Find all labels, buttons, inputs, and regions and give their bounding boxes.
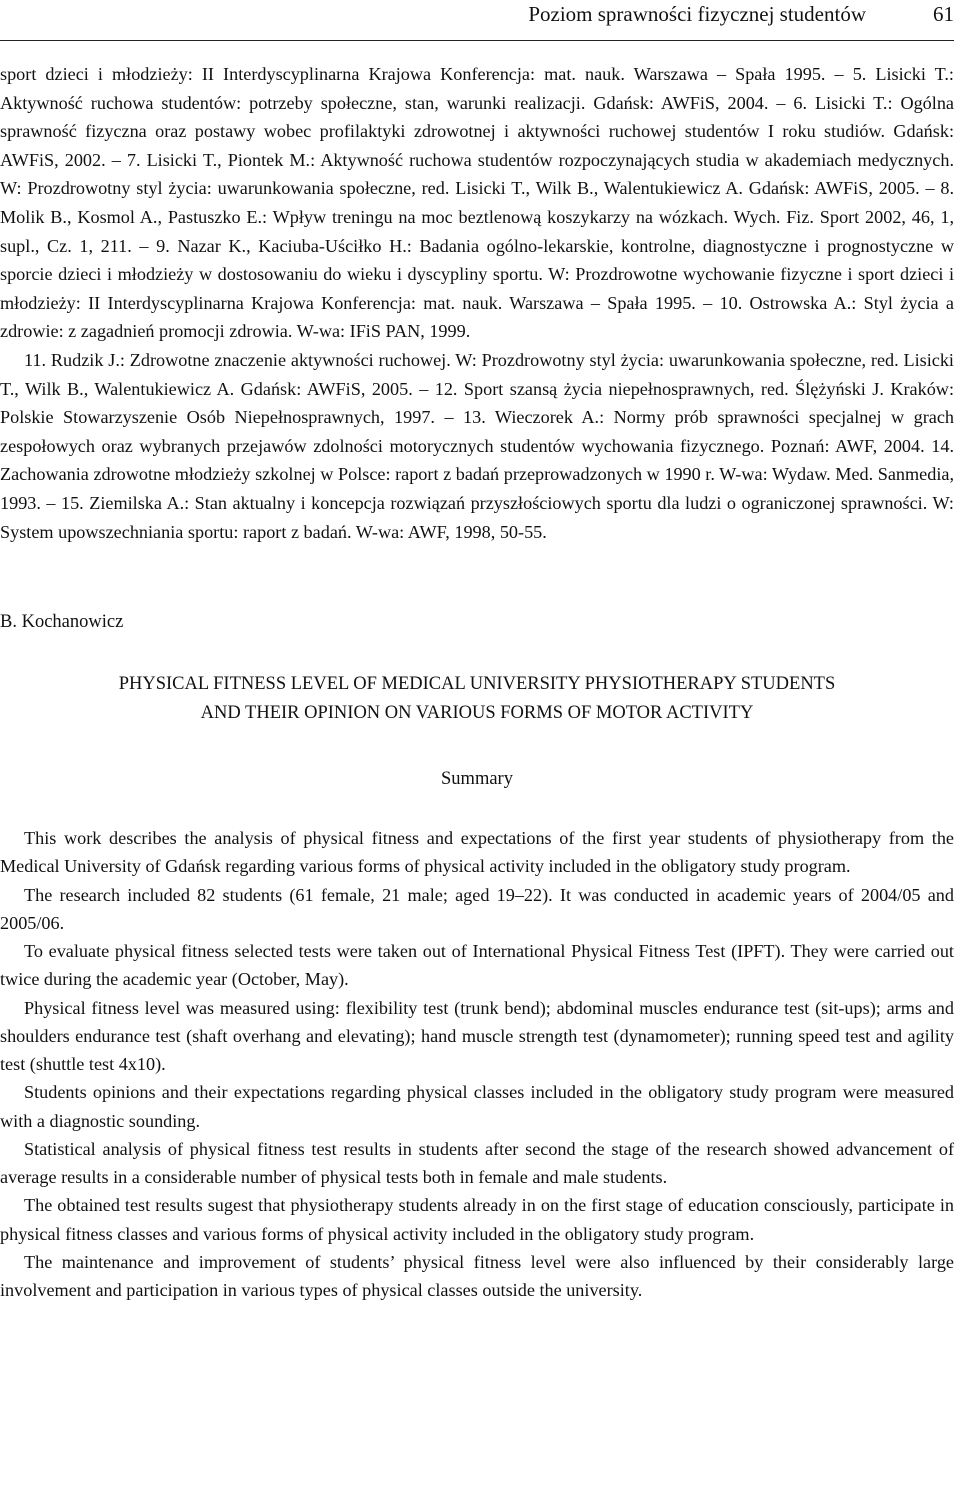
summary-heading: Summary xyxy=(441,769,513,790)
summary-paragraph: The maintenance and improvement of students’ physical fitness level were also influenced by their considerably large involvement and participation in various types of physical classes outside the university. xyxy=(0,1251,954,1301)
references-section xyxy=(0,60,954,546)
references-paragraph-2: 11. Rudzik J.: Zdrowotne znaczenie aktywności ruchowej. W: Prozdrowotny styl życia: uwarunkowania społeczne, red. Lisicki T., Wilk B., Walentukiewicz A. Gdańsk: AWFiS, 2005. – 12. Sport szansą życia niepełnosprawnych, red. Ślężyński J. Kraków: Polskie Stowarzyszenie Osób Niepełnosprawnych, 1997. – 13. Wieczorek A.: Normy prób sprawności specjalnej w grach zespołowych oraz wybranych przejawów zdolności motorycznych studentów wychowania fizycznego. Poznań: AWF, 2004. 14. Zachowania zdrowotne młodzieży szkolnej w Polsce: raport z badań przeprowadzonych w 1990 r. W-wa: Wydaw. Med. Sanmedia, 1993. – 15. Ziemilska A.: Stan aktualny i koncepcja rozwiązań przyszłościowych sportu dla ludzi o ograniczonej sprawności. W: System upowszechniania sportu: raport z badań. W-wa: AWF, 1998, 50-55. xyxy=(0,349,954,542)
paper-title-line-1: PHYSICAL FITNESS LEVEL OF MEDICAL UNIVERSITY PHYSIOTHERAPY STUDENTS xyxy=(118,674,836,695)
summary-paragraph: The obtained test results sugest that physiotherapy students already in on the first stage of education consciously, participate in physical fitness classes and various forms of physical activity included in the obligatory study program. xyxy=(0,1195,954,1244)
summary-paragraph: To evaluate physical fitness selected tests were taken out of International Physical Fitness Test (IPFT). They were carried out twice during the academic year (October, May). xyxy=(0,941,954,990)
summary-paragraph: Students opinions and their expectations regarding physical classes included in the obligatory study program were measured with a diagnostic sounding. xyxy=(0,1082,954,1131)
summary-paragraph: Physical fitness level was measured using: flexibility test (trunk bend); abdominal muscles endurance test (sit-ups); arms and shoulders endurance test (shaft overhang and elevating); hand muscle strength test (dynamometer); running speed test and agility test (shuttle test 4x10). xyxy=(0,997,954,1075)
author-name: B. Kochanowicz xyxy=(0,612,124,633)
summary-paragraph: This work describes the analysis of physical fitness and expectations of the first year students of physiotherapy from the Medical University of Gdańsk regarding various forms of physical activity included in the obligatory study program. xyxy=(0,828,954,877)
summary-body xyxy=(0,824,954,1304)
summary-paragraph: The research included 82 students (61 female, 21 male; aged 19–22). It was conducted in academic years of 2004/05 and 2005/06. xyxy=(0,884,954,933)
paper-title xyxy=(0,670,954,728)
references-paragraph-1: sport dzieci i młodzieży: II Interdyscyplinarna Krajowa Konferencja: mat. nauk. Warszawa – Spała 1995. – 5. Lisicki T.: Aktywność ruchowa studentów: potrzeby społeczne, stan, warunki realizacji. Gdańsk: AWFiS, 2004. – 6. Lisicki T.: Ogólna sprawność fizyczna oraz postawy wobec profilaktyki zdrowotnej i aktywności ruchowej studentów I roku studiów. Gdańsk: AWFiS, 2002. – 7. Lisicki T., Piontek M.: Aktywność ruchowa studentów rozpoczynających studia w akademiach medycznych. W: Prozdrowotny styl życia: uwarunkowania społeczne, red. Lisicki T., Wilk B., Walentukiewicz A. Gdańsk: AWFiS, 2005. – 8. Molik B., Kosmol A., Pastuszko E.: Wpływ treningu na moc beztlenową koszykarzy na wózkach. Wych. Fiz. Sport 2002, 46, 1, supl., Cz. 1, 211. – 9. Nazar K., Kaciuba-Uściłko H.: Badania ogólno-lekarskie, kontrolne, diagnostyczne i prognostyczne w sporcie dzieci i młodzieży w dostosowaniu do wieku i dyscypliny sportu. W: Prozdrowotne wychowanie fizyczne i sport dzieci i młodzieży: II Interdyscyplinarna Krajowa Konferencja: mat. nauk. Warszawa – Spała 1995. – 10. Ostrowska A.: Styl życia a zdrowie: z zagadnień promocji zdrowia. W-wa: IFiS PAN, 1999. xyxy=(0,64,954,342)
running-header xyxy=(0,0,954,41)
summary-paragraph: Statistical analysis of physical fitness test results in students after second the stage of the research showed advancement of average results in a considerable number of physical tests both in female and male students. xyxy=(0,1138,954,1188)
page-number: 61 xyxy=(933,2,954,26)
running-title: Poziom sprawności fizycznej studentów xyxy=(528,2,866,26)
paper-title-line-2: AND THEIR OPINION ON VARIOUS FORMS OF MOTOR ACTIVITY xyxy=(200,703,754,724)
